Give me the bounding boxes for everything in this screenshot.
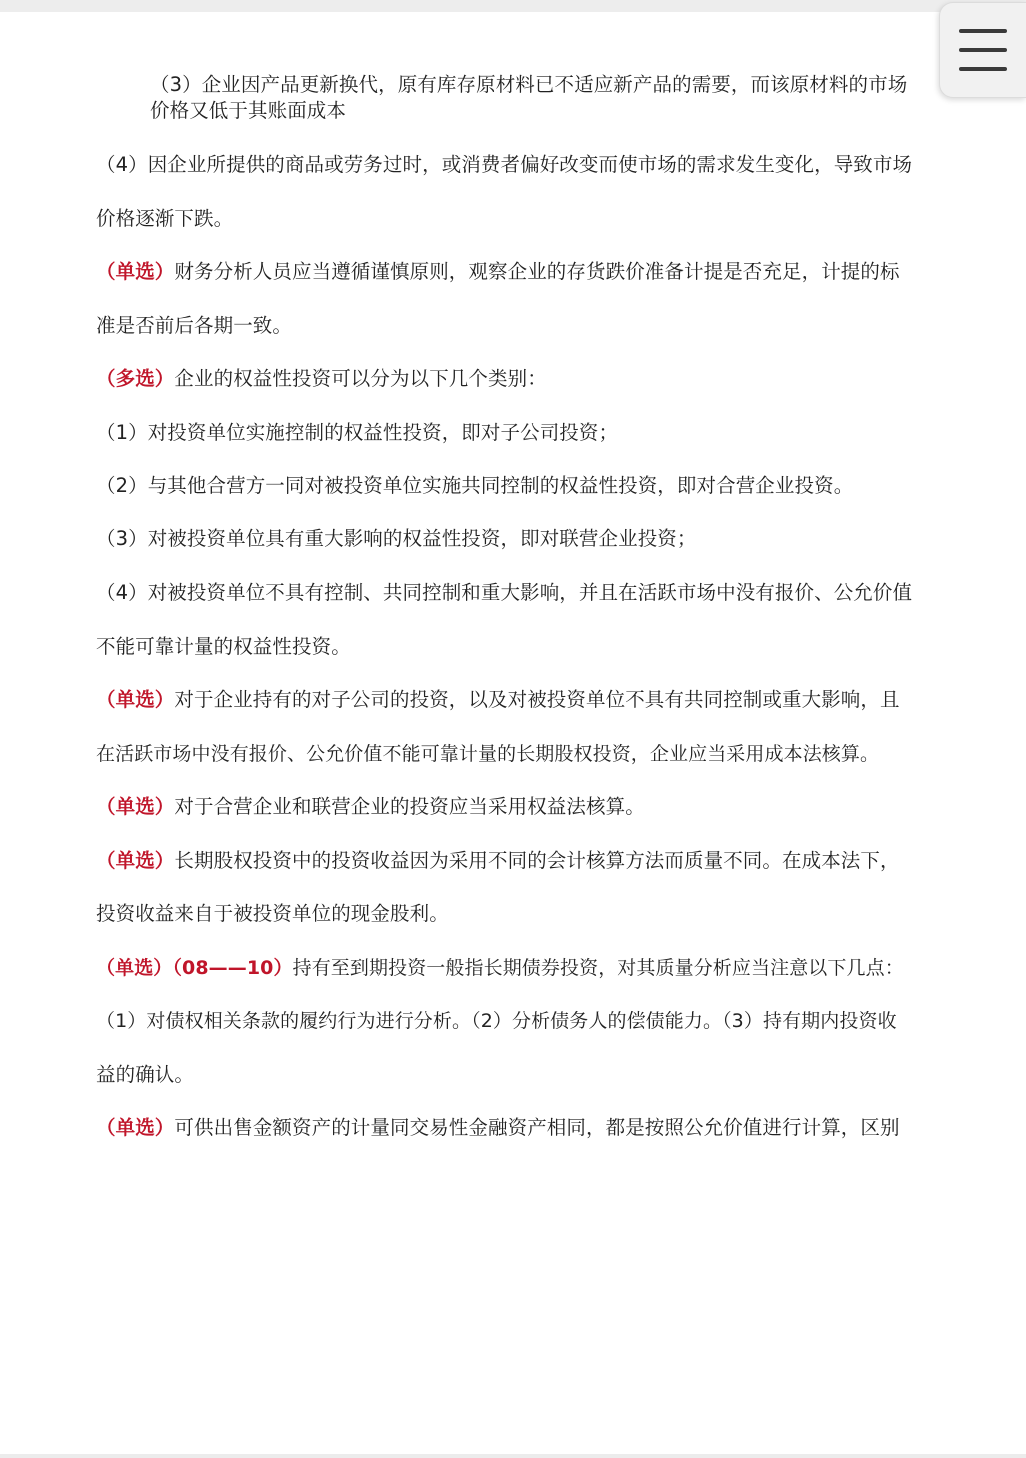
top-strip — [0, 0, 1026, 12]
question-type-tag: （单选） — [96, 260, 175, 283]
text-line-7: （多选）企业的权益性投资可以分为以下几个类别： — [96, 367, 547, 390]
text-line-9: （2）与其他合营方一同对被投资单位实施共同控制的权益性投资，即对合营企业投资。 — [96, 474, 854, 497]
text-line-3: （4）因企业所提供的商品或劳务过时，或消费者偏好改变而使市场的需求发生变化，导致市场 — [96, 153, 913, 176]
question-type-tag: （单选）（08——10） — [96, 957, 293, 979]
question-type-tag: （单选） — [96, 795, 175, 818]
text-line-18: （单选）（08——10）持有至到期投资一般指长期债券投资，对其质量分析应当注意以下几点： — [96, 957, 904, 979]
question-type-tag: （单选） — [96, 1116, 175, 1139]
text-line-1: （3）企业因产品更新换代，原有库存原材料已不适应新产品的需要，而该原材料的市场 — [150, 73, 908, 96]
question-type-tag: （单选） — [96, 849, 175, 872]
text-line-17: 投资收益来自于被投资单位的现金股利。 — [96, 902, 449, 925]
text-line-16: （单选）长期股权投资中的投资收益因为采用不同的会计核算方法而质量不同。在成本法下， — [96, 849, 900, 872]
text-line-13: （单选）对于企业持有的对子公司的投资，以及对被投资单位不具有共同控制或重大影响，且 — [96, 688, 900, 711]
document-page — [0, 12, 1026, 1454]
menu-icon-bar — [959, 48, 1007, 52]
text-line-19: （1）对债权相关条款的履约行为进行分析。（2）分析债务人的偿债能力。（3）持有期内投资收 — [96, 1010, 897, 1032]
text-line-21: （单选）可供出售金额资产的计量同交易性金融资产相同，都是按照公允价值进行计算，区别 — [96, 1116, 900, 1139]
text-line-6: 准是否前后各期一致。 — [96, 314, 293, 337]
text-line-11: （4）对被投资单位不具有控制、共同控制和重大影响，并且在活跃市场中没有报价、公允价值 — [96, 581, 913, 604]
text-line-10: （3）对被投资单位具有重大影响的权益性投资，即对联营企业投资； — [96, 527, 697, 550]
hamburger-menu-icon — [959, 29, 1007, 71]
text-line-5: （单选）财务分析人员应当遵循谨慎原则，观察企业的存货跌价准备计提是否充足，计提的标 — [96, 260, 900, 283]
menu-icon-bar — [959, 67, 1007, 71]
bottom-strip — [0, 1454, 1026, 1458]
menu-icon-bar — [959, 29, 1007, 33]
text-line-2: 价格又低于其账面成本 — [150, 99, 347, 122]
text-line-15: （单选）对于合营企业和联营企业的投资应当采用权益法核算。 — [96, 795, 645, 818]
text-line-12: 不能可靠计量的权益性投资。 — [96, 635, 351, 658]
text-line-14: 在活跃市场中没有报价、公允价值不能可靠计量的长期股权投资，企业应当采用成本法核算。 — [96, 743, 880, 765]
question-type-tag: （单选） — [96, 688, 175, 711]
menu-button[interactable] — [939, 2, 1026, 98]
text-line-20: 益的确认。 — [96, 1063, 195, 1086]
question-type-tag: （多选） — [96, 367, 175, 390]
text-line-4: 价格逐渐下跌。 — [96, 207, 234, 230]
text-line-8: （1）对投资单位实施控制的权益性投资，即对子公司投资； — [96, 421, 619, 444]
